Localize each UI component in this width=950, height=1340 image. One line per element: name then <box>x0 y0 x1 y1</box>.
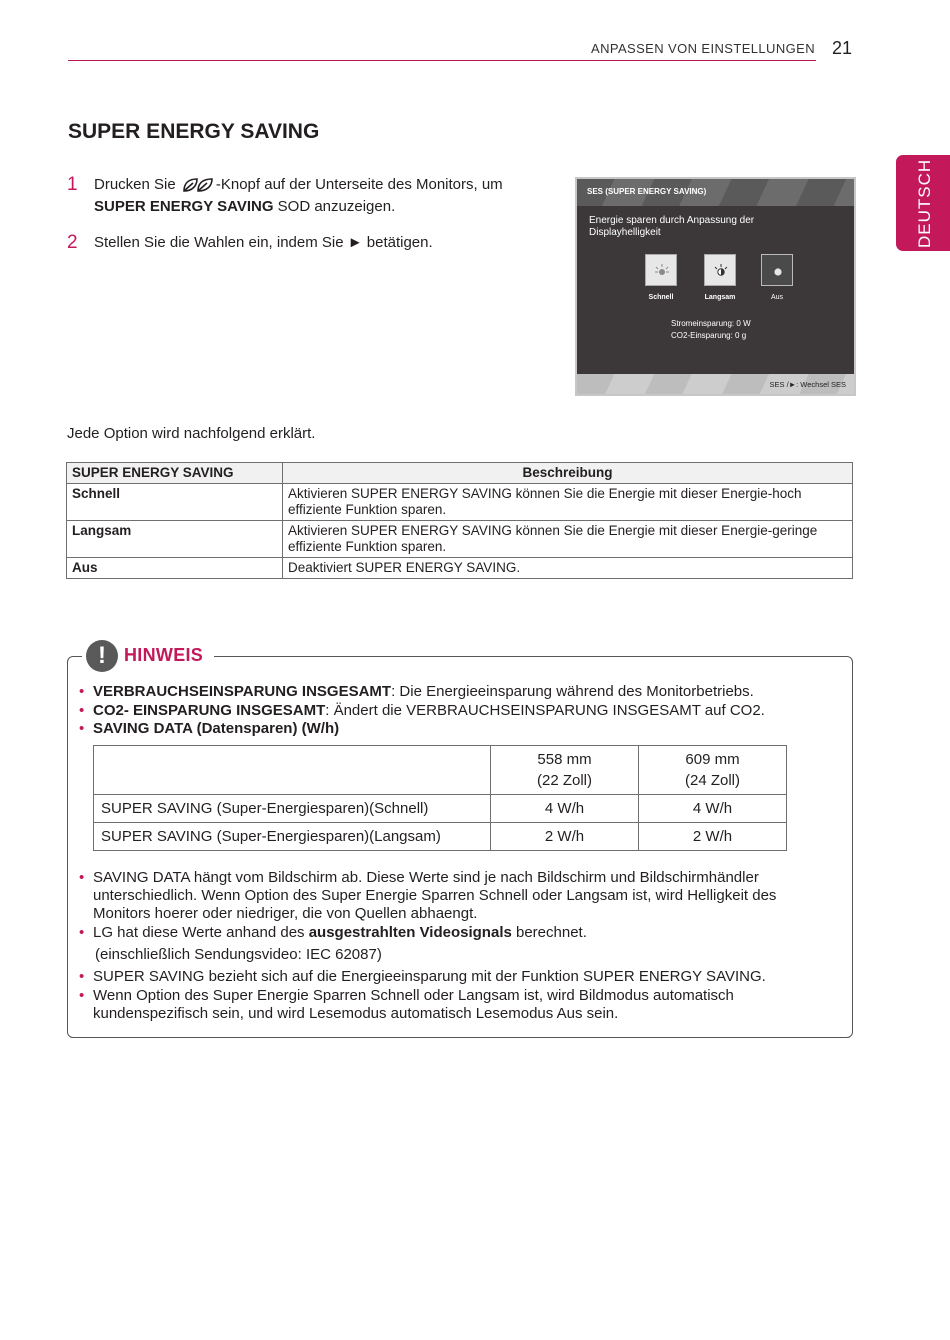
osd-option-label-langsam: Langsam <box>704 294 736 301</box>
brightness-medium-icon <box>713 263 729 279</box>
table-row <box>94 823 787 851</box>
ses-osd-screenshot <box>575 177 856 396</box>
osd-power-saving-unit: W <box>743 319 751 328</box>
intro-text: Jede Option wird nachfolgend erklärt. <box>67 425 316 442</box>
option-table-header <box>67 463 853 484</box>
step-1-number: 1 <box>67 174 78 195</box>
note-bullet-2-text: : Ändert die VERBRAUCHSEINSPARUNG INSGESAMT auf CO2. <box>325 702 765 719</box>
osd-option-label-schnell: Schnell <box>648 294 674 301</box>
step-1-text <box>94 174 554 218</box>
step-2-text: Stellen Sie die Wahlen ein, indem Sie ► betätigen. <box>94 234 433 251</box>
note-bullet-5-sub: (einschließlich Sendungsvideo: IEC 62087) <box>95 946 382 963</box>
osd-header-title: SES (SUPER ENERGY SAVING) <box>587 187 707 196</box>
option-key: Schnell <box>67 484 283 521</box>
saving-row-label: SUPER SAVING (Super-Energiesparen)(Langsam) <box>94 823 491 851</box>
saving-col-22-size: 558 mm <box>537 751 592 768</box>
note-bullet-5-post: berechnet. <box>511 924 587 941</box>
option-table <box>66 462 853 579</box>
note-bullet-3-term: SAVING DATA (Datensparen) (W/h) <box>93 720 340 737</box>
osd-co2-label: CO2-Einsparung: <box>671 331 733 340</box>
note-bullet-2 <box>93 702 765 720</box>
osd-co2-unit: g <box>741 331 747 340</box>
option-table-header-key: SUPER ENERGY SAVING <box>67 463 283 484</box>
table-row <box>94 795 787 823</box>
option-table-header-desc: Beschreibung <box>283 463 853 484</box>
osd-option-aus[interactable] <box>761 254 793 286</box>
note-bullet-4: • SAVING DATA hängt vom Bildschirm ab. Diese Werte sind je nach Bildschirm und Bildschirmhändler unterschiedlich. Wenn Option des Super Energie Sparren Schnell oder Langsam ist, wird Helligkeit des Monitors hoerer oder niedriger, die von Quellen abhaengt. <box>93 869 838 923</box>
note-bullet-2-term: CO2- EINSPARUNG INSGESAMT <box>93 702 326 719</box>
note-bullet-6: • SUPER SAVING bezieht sich auf die Energieeinsparung mit der Funktion SUPER ENERGY SAVING. <box>93 968 843 986</box>
note-bullet-1 <box>93 683 754 701</box>
saving-row-value: 4 W/h <box>491 795 639 823</box>
osd-body <box>577 206 854 374</box>
step-1-bold: SUPER ENERGY SAVING <box>94 198 274 215</box>
table-row <box>67 558 853 579</box>
eco-leaf-icon <box>181 176 215 194</box>
note-bullet-5 <box>93 924 838 942</box>
running-header: ANPASSEN VON EINSTELLUNGEN <box>591 41 815 56</box>
osd-footer-hint: SES /►: Wechsel SES <box>769 380 846 389</box>
osd-power-saving-label: Stromeinsparung: <box>671 319 735 328</box>
table-row <box>67 521 853 558</box>
osd-option-label-aus: Aus <box>770 294 784 301</box>
saving-table-corner <box>94 746 491 795</box>
saving-row-value: 2 W/h <box>639 823 787 851</box>
step-1-tail: SOD anzuzeigen. <box>273 198 396 215</box>
step-1-pre: Drucken Sie <box>94 176 176 193</box>
saving-col-24 <box>639 746 787 795</box>
saving-row-value: 4 W/h <box>639 795 787 823</box>
option-key: Aus <box>67 558 283 579</box>
option-desc: Aktivieren SUPER ENERGY SAVING können Sie die Energie mit dieser Energie-hoch effiziente Funktion sparen. <box>283 484 853 521</box>
step-2-number: 2 <box>67 232 78 253</box>
language-tab <box>896 155 950 251</box>
osd-header <box>577 179 854 206</box>
osd-option-langsam[interactable] <box>704 254 736 286</box>
saving-col-24-inch: (24 Zoll) <box>684 772 740 789</box>
note-bullet-1-term: VERBRAUCHSEINSPARUNG INSGESAMT <box>93 683 392 700</box>
osd-footer <box>577 374 854 394</box>
osd-option-schnell[interactable] <box>645 254 677 286</box>
note-bullet-5-bold: ausgestrahlten Videosignals <box>308 924 512 941</box>
saving-data-table <box>93 745 787 851</box>
note-header <box>82 638 214 674</box>
option-desc: Aktivieren SUPER ENERGY SAVING können Sie die Energie mit dieser Energie-geringe effiziente Funktion sparen. <box>283 521 853 558</box>
osd-power-saving <box>671 319 751 328</box>
note-bullet-7: • Wenn Option des Super Energie Sparren Schnell oder Langsam ist, wird Bildmodus automatisch kundenspezifisch sein, und wird Lesemodus automatisch Lesemodus Aus sein. <box>93 987 838 1023</box>
saving-col-22 <box>491 746 639 795</box>
note-title: HINWEIS <box>124 645 204 665</box>
note-bullet-5-pre: LG hat diese Werte anhand des <box>93 924 309 941</box>
note-bullet-3 <box>93 720 339 738</box>
table-row <box>67 484 853 521</box>
saving-col-24-size: 609 mm <box>685 751 740 768</box>
step-1-post: -Knopf auf der Unterseite des Monitors, um <box>215 176 503 193</box>
osd-co2-value: 0 <box>735 331 740 340</box>
brightness-high-icon <box>654 263 670 279</box>
osd-description: Energie sparen durch Anpassung der Displayhelligkeit <box>589 215 755 238</box>
saving-col-22-inch: (22 Zoll) <box>536 772 592 789</box>
table-row <box>94 746 787 795</box>
note-bullet-1-text: : Die Energieeinsparung während des Monitorbetriebs. <box>391 683 754 700</box>
option-desc: Deaktiviert SUPER ENERGY SAVING. <box>283 558 853 579</box>
section-title: SUPER ENERGY SAVING <box>68 120 320 143</box>
page-number: 21 <box>832 38 853 58</box>
osd-power-saving-value: 0 <box>736 319 741 328</box>
saving-row-label: SUPER SAVING (Super-Energiesparen)(Schnell) <box>94 795 491 823</box>
osd-co2-saving <box>671 331 746 340</box>
header-divider <box>68 60 816 61</box>
saving-row-value: 2 W/h <box>491 823 639 851</box>
option-key: Langsam <box>67 521 283 558</box>
language-tab-label: DEUTSCH <box>915 158 934 248</box>
power-off-icon <box>770 263 786 279</box>
warning-exclamation-icon: ! <box>86 640 118 672</box>
